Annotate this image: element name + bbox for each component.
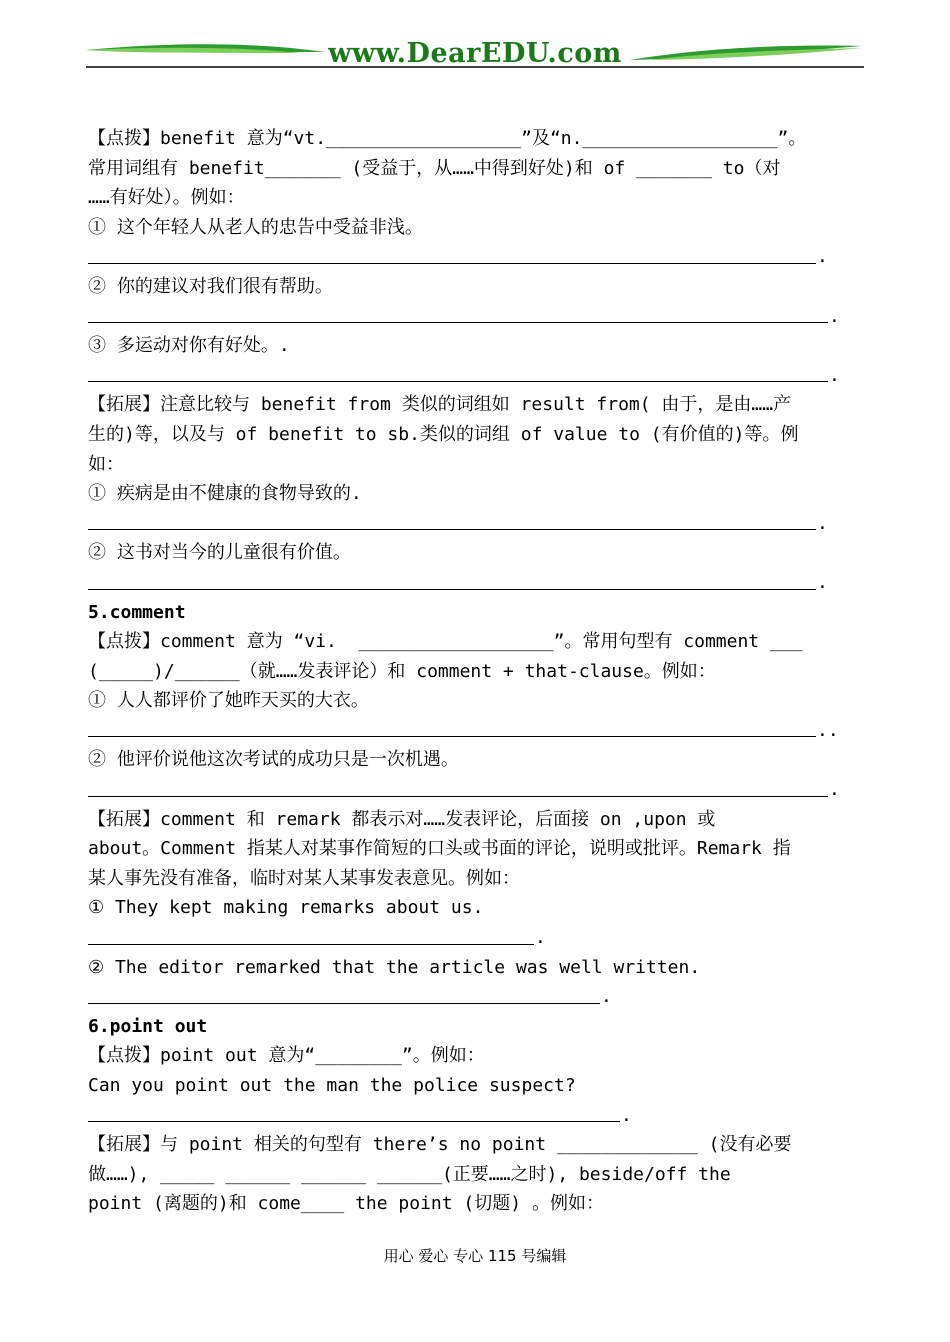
comment-ext-2: about。Comment 指某人对某事作简短的口头或书面的评论，说明或批评。Remark 指 (88, 838, 791, 860)
comment-ext-ex1-answer (88, 923, 864, 953)
benefit-ext-ex2: ② 这书对当今的儿童很有价值。 (88, 542, 351, 564)
answer-blank-line (88, 381, 828, 382)
answer-end-period: . (829, 305, 840, 327)
answer-blank-line (88, 736, 816, 737)
answer-end-period: . (829, 364, 840, 386)
answer-end-period: .. (817, 719, 839, 741)
site-logo-text: www.DearEDU.com (328, 38, 622, 69)
comment-ext-ex2-answer (88, 982, 864, 1012)
document-body (88, 124, 864, 1219)
point-ext-3: point (离题的)和 come____ the point (切题) 。例如： (88, 1193, 604, 1215)
benefit-ex3: ③ 多运动对你有好处。. (88, 335, 290, 357)
comment-ex1: ① 人人都评价了她昨天买的大衣。 (88, 690, 369, 712)
benefit-ex2: ② 你的建议对我们很有帮助。 (88, 275, 333, 297)
page-header (0, 0, 950, 80)
benefit-ex3-answer (88, 361, 864, 391)
section-heading: 6.point out (88, 1015, 208, 1037)
point-tip-1: 【点拨】point out 意为“________”。例如： (88, 1045, 485, 1067)
benefit-ex2-answer (88, 302, 864, 332)
answer-end-period: . (621, 1104, 632, 1126)
answer-blank-line (88, 589, 816, 590)
answer-blank-line (88, 944, 534, 945)
benefit-ex1-answer (88, 242, 864, 272)
answer-end-period: . (817, 512, 828, 534)
point-ext-2: 做……), _____ ______ ______ ______(正要……之时), beside/off the (88, 1163, 731, 1185)
answer-blank-line (88, 1121, 620, 1122)
answer-blank-line (88, 263, 816, 264)
comment-ex2: ② 他评价说他这次考试的成功只是一次机遇。 (88, 749, 459, 771)
comment-ex1-answer (88, 716, 864, 746)
benefit-ext-1: 【拓展】注意比较与 benefit from 类似的词组如 result from( 由于，是由……产 (88, 394, 792, 416)
section-heading: 5.comment (88, 601, 186, 623)
benefit-ext-ex1-answer (88, 509, 864, 539)
benefit-ext-3: 如： (88, 453, 124, 475)
benefit-tip-1: 【点拨】benefit 意为“vt.__________________”及“n.__________________”。 (88, 128, 807, 149)
benefit-ext-ex2-answer (88, 568, 864, 598)
answer-end-period: . (601, 986, 612, 1008)
point-ex1: Can you point out the man the police suspect? (88, 1075, 576, 1096)
benefit-ext-ex1: ① 疾病是由不健康的食物导致的. (88, 483, 362, 505)
point-ex1-answer (88, 1101, 864, 1131)
benefit-tip-3: ……有好处）。例如： (88, 187, 245, 209)
answer-end-period: . (817, 571, 828, 593)
answer-blank-line (88, 322, 828, 323)
comment-ext-1: 【拓展】comment 和 remark 都表示对……发表评论，后面接 on ,upon 或 (88, 808, 716, 830)
benefit-tip-2: 常用词组有 benefit_______ (受益于，从……中得到好处)和 of _______ to（对 (88, 157, 781, 179)
comment-ext-ex2: ② The editor remarked that the article was well written. (88, 956, 701, 978)
answer-end-period: . (535, 927, 546, 949)
benefit-ex1: ① 这个年轻人从老人的忠告中受益非浅。 (88, 216, 423, 238)
comment-ext-3: 某人事先没有准备，临时对某人某事发表意见。例如： (88, 867, 520, 889)
answer-blank-line (88, 796, 828, 797)
benefit-ext-2: 生的)等，以及与 of benefit to sb.类似的词组 of value to (有价值的)等。例 (88, 423, 799, 445)
comment-ext-ex1: ① They kept making remarks about us. (88, 897, 484, 919)
page-footer: 用心 爱心 专心 115 号编辑 (383, 1247, 567, 1265)
comment-tip-1: 【点拨】comment 意为 “vi. __________________”。常用句型有 comment ___ (88, 631, 803, 653)
point-ext-1: 【拓展】与 point 相关的句型有 there’s no point _____________ (没有必要 (88, 1134, 792, 1156)
answer-blank-line (88, 529, 816, 530)
answer-blank-line (88, 1003, 600, 1004)
comment-tip-2: (_____)/______（就……发表评论）和 comment + that-clause。例如： (88, 660, 716, 682)
answer-end-period: . (817, 246, 828, 268)
comment-ex2-answer (88, 775, 864, 805)
answer-end-period: . (829, 779, 840, 801)
